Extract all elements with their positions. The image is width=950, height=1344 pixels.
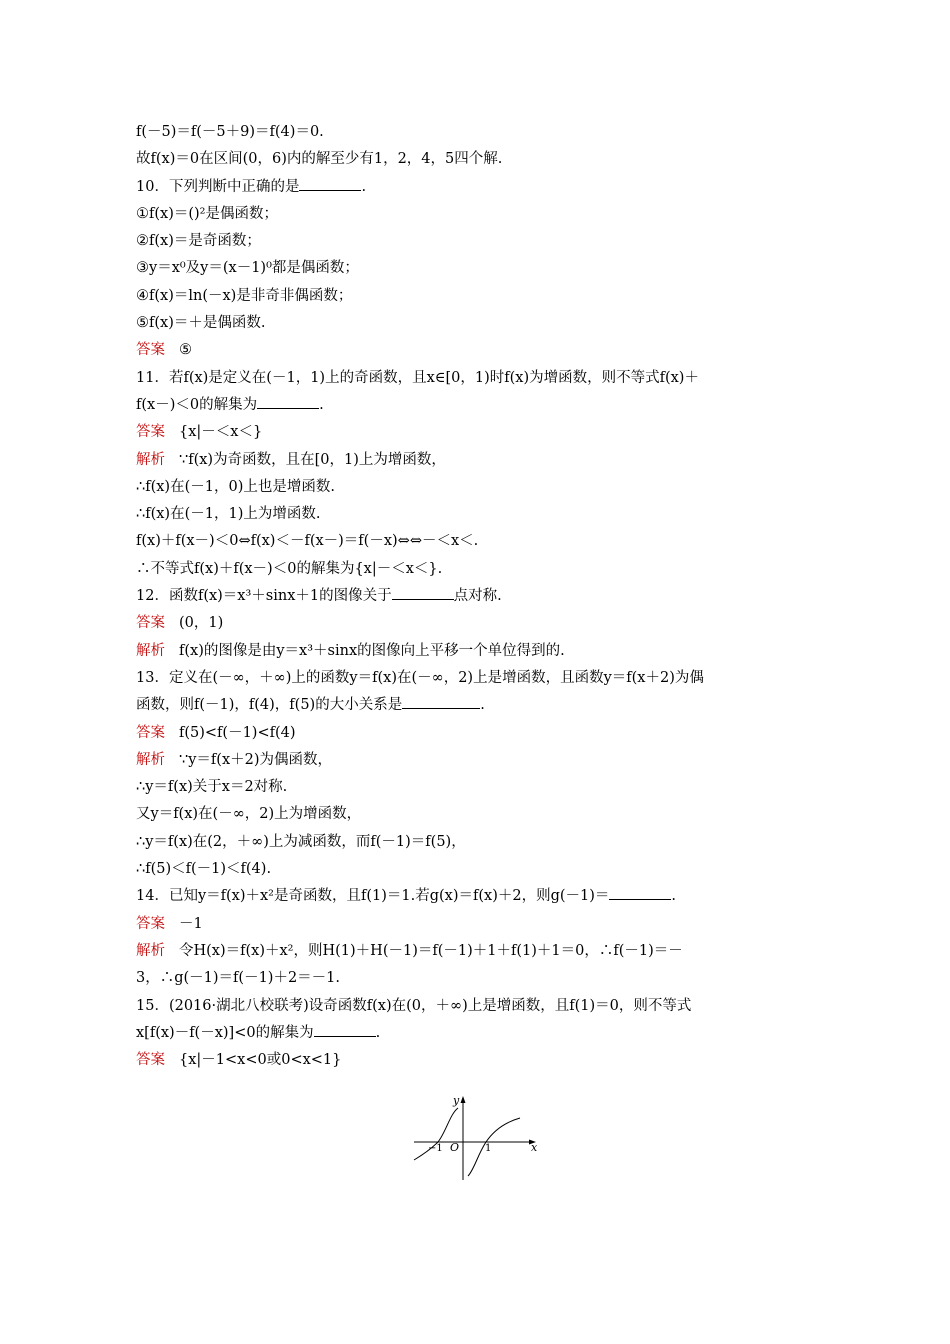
line-text: ∴y＝f(x)关于x＝2对称. (136, 779, 288, 796)
text-line (136, 829, 826, 856)
origin-label: O (450, 1141, 460, 1154)
line-text: ④f(x)＝ln(－x)是非奇非偶函数； (136, 287, 353, 304)
text-line (136, 638, 826, 665)
tick-label-one: 1 (485, 1143, 492, 1154)
line-text: 函数，则f(－1)，f(4)，f(5)的大小关系是 (136, 697, 403, 714)
text-line (136, 692, 826, 719)
line-text: ∵y＝f(x＋2)为偶函数， (179, 751, 332, 768)
line-text: 10．下列判断中正确的是 (136, 178, 300, 195)
line-text: 又y＝f(x)在(－∞，2)上为增函数， (136, 806, 362, 823)
text-line (136, 556, 826, 583)
line-text: ∴不等式f(x)＋f(x－)＜0的解集为{x|－＜x＜}. (136, 560, 443, 577)
text-line (136, 665, 826, 692)
answer-blank (402, 692, 480, 709)
line-text: ∴f(x)在(－1，0)上也是增函数. (136, 478, 335, 495)
line-text: 12．函数f(x)＝x³＋sinx＋1的图像关于 (136, 588, 392, 605)
answer-blank (299, 174, 361, 191)
text-line (136, 938, 826, 965)
line-text: f(5)<f(－1)<f(4) (179, 724, 296, 741)
line-text: (0，1) (179, 615, 224, 632)
line-text: f(x)的图像是由y＝x³＋sinx的图像向上平移一个单位得到的. (179, 642, 565, 659)
x-axis-label: x (531, 1141, 538, 1154)
text-line (136, 146, 826, 173)
text-line (136, 911, 826, 938)
text-line (136, 119, 826, 146)
text-line (136, 201, 826, 228)
line-text: ∴f(5)＜f(－1)＜f(4). (136, 861, 272, 878)
line-text: f(x－)＜0的解集为 (136, 396, 258, 413)
line-text: 令H(x)＝f(x)＋x²，则H(1)＋H(－1)＝f(－1)＋1＋f(1)＋1＝0，∴f(－1)＝－ (179, 942, 683, 959)
y-axis-arrow-icon (461, 1096, 466, 1103)
line-text-after-blank: 点对称. (453, 588, 502, 605)
text-line (136, 965, 826, 992)
answer-blank (314, 1020, 376, 1037)
text-line (136, 774, 826, 801)
analysis-label: 解析 (136, 942, 165, 959)
text-line (136, 447, 826, 474)
line-text: 13．定义在(－∞，＋∞)上的函数y＝f(x)在(－∞，2)上是增函数，且函数y＝f(x＋2)为偶 (136, 669, 704, 686)
line-text: ⑤ (179, 342, 192, 359)
line-text-after-blank: . (480, 697, 485, 714)
text-line (136, 419, 826, 446)
answer-label: 答案 (136, 342, 165, 359)
line-text: f(－5)＝f(－5＋9)＝f(4)＝0. (136, 124, 324, 140)
line-text: {x|－＜x＜} (179, 424, 263, 441)
document-body (136, 119, 826, 1074)
line-text: ③y＝x⁰及y＝(x－1)⁰都是偶函数； (136, 260, 359, 277)
analysis-label: 解析 (136, 642, 165, 659)
text-line (136, 310, 826, 337)
line-text: {x|－1<x<0或0<x<1} (179, 1052, 342, 1069)
answer-label: 答案 (136, 915, 165, 932)
text-line (136, 392, 826, 419)
answer-label: 答案 (136, 424, 165, 441)
text-line (136, 1020, 826, 1047)
line-text: 3，∴g(－1)＝f(－1)＋2＝－1. (136, 970, 341, 987)
line-text: ①f(x)＝()²是偶函数； (136, 205, 278, 222)
line-text: ∴f(x)在(－1，1)上为增函数. (136, 506, 321, 523)
text-line (136, 993, 826, 1020)
tick-label-neg-one: −1 (428, 1143, 443, 1154)
line-text: 15．(2016·湖北八校联考)设奇函数f(x)在(0，＋∞)上是增函数，且f(1)＝0，则不等式 (136, 997, 692, 1014)
text-line (136, 583, 826, 610)
text-line (136, 856, 826, 883)
line-text: ②f(x)＝是奇函数； (136, 233, 261, 250)
answer-blank (392, 583, 454, 600)
text-line (136, 801, 826, 828)
text-line (136, 747, 826, 774)
text-line (136, 228, 826, 255)
text-line (136, 365, 826, 392)
text-line (136, 501, 826, 528)
curve-right-branch (468, 1118, 520, 1176)
line-text-after-blank: . (361, 178, 367, 195)
line-text: 11．若f(x)是定义在(－1，1)上的奇函数，且x∈[0，1)时f(x)为增函数，则不等式f(x)＋ (136, 369, 699, 386)
analysis-label: 解析 (136, 751, 165, 768)
line-text-after-blank: . (671, 888, 677, 905)
answer-blank (257, 392, 319, 409)
text-line (136, 283, 826, 310)
text-line (136, 528, 826, 555)
line-text: f(x)＋f(x－)＜0⇔f(x)＜－f(x－)＝f(－x)⇔⇔－＜x＜. (136, 533, 479, 550)
text-line (136, 610, 826, 637)
line-text: ⑤f(x)＝＋是偶函数. (136, 315, 266, 332)
line-text-after-blank: . (319, 396, 324, 413)
y-axis-label: y (453, 1094, 460, 1107)
analysis-label: 解析 (136, 451, 165, 468)
answer-label: 答案 (136, 615, 165, 632)
line-text: ∵f(x)为奇函数，且在[0，1)上为增函数， (179, 451, 446, 468)
text-line (136, 720, 826, 747)
line-text-after-blank: . (375, 1024, 381, 1041)
text-line (136, 474, 826, 501)
text-line (136, 337, 826, 364)
line-text: 14．已知y＝f(x)＋x²是奇函数，且f(1)＝1.若g(x)＝f(x)＋2，则g(－1)＝ (136, 888, 610, 905)
text-line (136, 883, 826, 910)
text-line (136, 255, 826, 282)
line-text: －1 (179, 915, 203, 932)
answer-blank (609, 883, 671, 900)
answer-label: 答案 (136, 1052, 165, 1069)
line-text: 故f(x)＝0在区间(0，6)内的解至少有1，2，4，5四个解. (136, 151, 503, 168)
answer-label: 答案 (136, 724, 165, 741)
text-line (136, 1047, 826, 1074)
line-text: x[f(x)－f(－x)]<0的解集为 (136, 1024, 314, 1041)
line-text: ∴y＝f(x)在(2，＋∞)上为减函数，而f(－1)＝f(5)， (136, 833, 466, 850)
text-line (136, 174, 826, 201)
graph-figure (410, 1090, 540, 1185)
